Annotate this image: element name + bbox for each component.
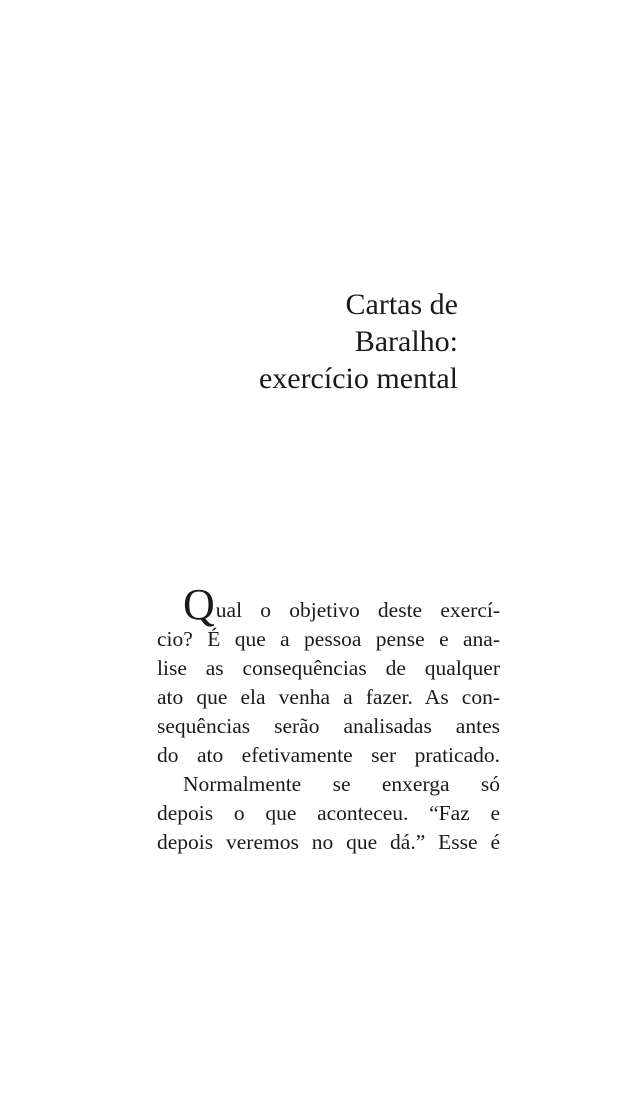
paragraph-line-text: ual o objetivo deste exercí-: [215, 598, 500, 622]
chapter-title-line-3: exercício mental: [258, 362, 458, 395]
paragraph-line: Normalmente se enxerga só: [183, 772, 500, 796]
paragraph-line: cio? É que a pessoa pense e ana-: [157, 627, 500, 651]
paragraph-line: [157, 580, 500, 629]
chapter-title-line-1: Cartas de: [345, 288, 458, 321]
paragraph-line: ato que ela venha a fazer. As con-: [157, 685, 500, 709]
paragraph-line: depois o que aconteceu. “Faz e: [157, 801, 500, 825]
paragraph-1: [157, 580, 500, 770]
paragraph-line: depois veremos no que dá.” Esse é: [157, 830, 500, 854]
chapter-title-line-2: Baralho:: [354, 325, 458, 358]
body-text: [157, 580, 500, 857]
paragraph-line: lise as consequências de qualquer: [157, 656, 500, 680]
paragraph-line: sequências serão analisadas antes: [157, 714, 500, 738]
chapter-title: [158, 286, 458, 397]
paragraph-2: [157, 770, 500, 857]
paragraph-line: do ato efetivamente ser praticado.: [157, 743, 500, 767]
drop-cap: Q: [183, 580, 215, 629]
